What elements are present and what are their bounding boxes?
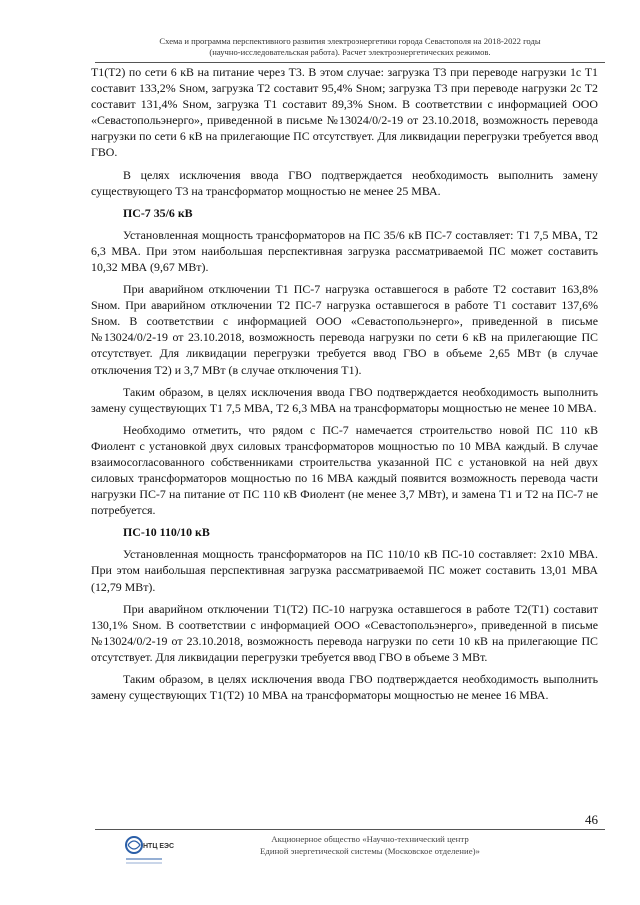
header-line-1: Схема и программа перспективного развития электроэнергетики города Севастополя на 2018-2022 годы [159,36,541,46]
page-number: 46 [585,812,598,827]
header-line-2: (научно-исследовательская работа). Расчет электроэнергетических режимов. [209,47,491,57]
paragraph: При аварийном отключении Т1 ПС-7 нагрузка оставшегося в работе Т2 составит 163,8% Sном. При аварийном отключении Т2 ПС-7 нагрузка оставшегося в работе Т1 составит 137,6% Sном. В соответствии с информацией ООО «Севастопольэнерго», приведенной в письме №13024/0/2-19 от 23.10.2018, возможность перевода нагрузки по сети 6 кВ на прилегающие ПС отсутствует. Для ликвидации перегрузки требуется ввод ГВО в объеме 2,65 МВт (в случае отключения Т2) и 3,7 МВт (в случае отключения Т1). [91,282,598,377]
paragraph: Необходимо отметить, что рядом с ПС-7 намечается строительство новой ПС 110 кВ Фиолент с установкой двух силовых трансформаторов мощностью по 10 МВА каждый. В случае взаимосогласованного собственниками строительства указанной ПС с установкой на ней двух силовых трансформаторов мощностью по 16 МВА каждый появится возможность перевода части нагрузки ПС-7 на питание от ПС 110 кВ Фиолент (не менее 3,7 МВт), и замена Т1 и Т2 на ПС-7 не потребуется. [91,422,598,518]
paragraph: Установленная мощность трансформаторов на ПС 35/6 кВ ПС-7 составляет: Т1 7,5 МВА, Т2 6,3 МВА. При этом наибольшая перспективная загрузка рассматриваемой ПС может составить 10,32 МВА (9,67 МВт). [91,227,598,274]
section-heading-ps10: ПС-10 110/10 кВ [123,525,210,540]
footer-line-2: Единой энергетической системы (Московское отделение)» [260,845,480,856]
footer-organization [190,834,550,857]
section-heading-ps7: ПС-7 35/6 кВ [123,205,193,220]
footer-divider [95,829,605,830]
ntc-ees-logo-icon [124,833,175,869]
paragraph: Таким образом, в целях исключения ввода ГВО подтверждается необходимость выполнить замену существующих Т1 7,5 МВА, Т2 6,3 МВА на трансформаторы мощностью не менее 10 МВА. [91,384,598,415]
paragraph: В целях исключения ввода ГВО подтверждается необходимость выполнить замену существующего Т3 на трансформатор мощностью не менее 25 МВА. [91,167,598,198]
paragraph: Т1(Т2) по сети 6 кВ на питание через Т3. В этом случае: загрузка Т3 при переводе нагрузки 1с Т1 составит 133,2% Sном, загрузка Т2 составит 95,4% Sном; загрузка Т3 при переводе нагрузки 2с Т2 составит 131,4% Sном, загрузка Т1 составит 89,3% Sном. В соответствии с информацией ООО «Севастопольэнерго», приведенной в письме №13024/0/2-19 от 23.10.2018, возможность перевода нагрузки по сети 6 кВ на прилегающие ПС отсутствует. Для ликвидации перегрузки требуется ввод ГВО. [91,65,598,160]
logo-text: НТЦ ЕЭС [143,843,175,850]
paragraph: При аварийном отключении Т1(Т2) ПС-10 нагрузка оставшегося в работе Т2(Т1) составит 130,1% Sном. В соответствии с информацией ООО «Севастопольэнерго», приведенной в письме №13024/0/2-19 от 23.10.2018, возможность перевода нагрузки по сети 10 кВ на прилегающие ПС отсутствует. Для ликвидации перегрузки требуется ввод ГВО в объеме 3 МВт. [91,601,598,664]
document-body [91,64,598,703]
footer-line-1: Акционерное общество «Научно-технический центр [271,834,469,844]
paragraph: Таким образом, в целях исключения ввода ГВО подтверждается необходимость выполнить замену существующих Т1(Т2) 10 МВА на трансформаторы мощностью не менее 16 МВА. [91,672,598,703]
paragraph: Установленная мощность трансформаторов на ПС 110/10 кВ ПС-10 составляет: 2х10 МВА. При этом наибольшая перспективная загрузка рассматриваемой ПС может составить 13,01 МВА (12,79 МВт). [91,547,598,594]
header-divider [95,62,605,63]
running-header [95,36,605,58]
